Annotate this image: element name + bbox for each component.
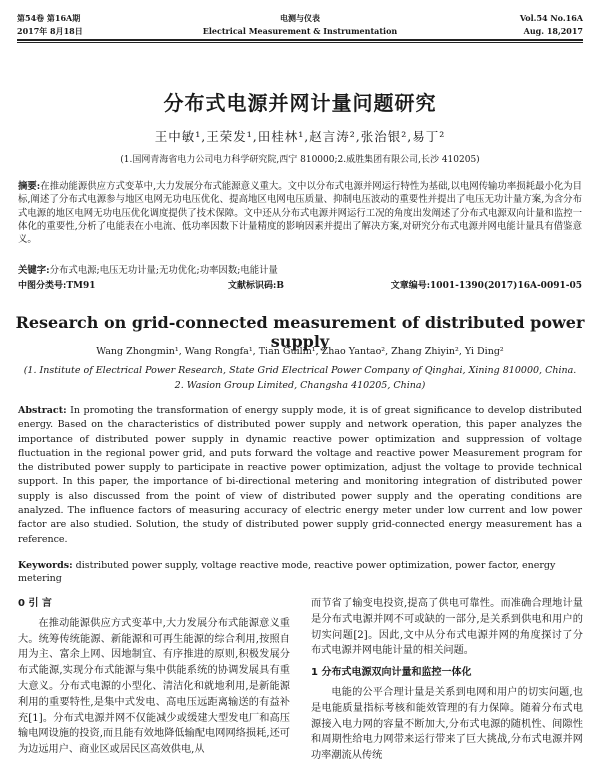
paper-title-en: Research on grid-connected measurement of distributed power supply [15, 313, 585, 351]
journal-date-en: Aug. 18,2017 [523, 26, 583, 36]
affiliation-en [0, 363, 600, 393]
section-0-paragraph-cont: 而节省了输变电投资,提高了供电可靠性。而准确合理地计量是分布式电源并网不可或缺的一部分,是关系到供电和用户的切实问题[2]。因此,文中从分布式电源并网的角度探讨了分布式电源并网电能计量的相关问题。 [311, 598, 583, 657]
header-rule [17, 39, 583, 41]
keywords-en [18, 559, 582, 585]
keywords-cn-label: 关键字: [18, 265, 50, 276]
keywords-en-text: distributed power supply, voltage reactive mode, reactive power optimization, power factor, energy metering [18, 560, 556, 584]
abstract-cn-label: 摘要: [18, 181, 41, 192]
authors-cn: 王中敏¹,王荣发¹,田桂林¹,赵言涛²,张治银²,易丁² [154, 129, 446, 144]
abstract-en-text: In promoting the transformation of energy supply mode, it is of great significance to develop distributed energy. Based on the characteristics of distributed power supply and network operation, this paper analyzes the importance of distributed power supply in dynamic reactive power optimization and suppression of voltage fluctuation in the regional power grid, and puts forward the voltage and reactive power Measurement program for the distributed power supply to participate in reactive power optimization, adjust the voltage to provide technical support. In this paper, the importance of bi-directional metering and monitoring integration of distributed power supply is also discussed from the point of view of distributed power supply and the operating conditions are analyzed. The influence factors of measuring accuracy of electric energy meter under low current and low power factor are also studied. Solution, the study of distributed power supply grid-connected energy measurement has a reference. [18, 405, 582, 545]
abstract-cn-text: 在推动能源供应方式变革中,大力发展分布式能源意义重大。文中以分布式电源并网运行特性为基础,以电网传输功率损耗最小化为目标,阐述了分布式电源参与地区电网无功电压优化、提高地区电网电压质量、抑制电压波动的重要性并提出了电压无功计量方案,为含分布式电源的地区电网无功电压优化调度提供了技术保障。文中还从分布式电源并网运行工况的角度出发阐述了分布式电源双向计量和监控一体化的重要性,分析了电能表在小电流、低功率因数下计量精度的影响因素并提出了解决方案,对研究分布式电源并网电能计量具有借鉴意义。 [18, 181, 582, 246]
affiliation-en-1: (1. Institute of Electrical Power Research, State Grid Electrical Power Company of Qinghai, Xining 810000, China. [23, 365, 577, 376]
journal-volume: 第54卷 第16A期 [17, 13, 81, 23]
keywords-cn [18, 264, 582, 277]
paper-title-cn: 分布式电源并网计量问题研究 [163, 91, 437, 115]
body-column-right [311, 596, 583, 764]
journal-volume-en: Vol.54 No.16A [519, 13, 583, 23]
body-column-left [18, 596, 290, 758]
section-0-paragraph: 在推动能源供应方式变革中,大力发展分布式能源意义重大。统筹传统能源、新能源和可再生能源的综合利用,按照自用为主、富余上网、因地制宜、有序推进的原则,积极发展分布式能源,实现分布式能源与集中供能系统的协调发展具有重大意义。分布式电源的小型化、清洁化和就地利用,是新能源利用的重要特性,是集中式发电、高电压远距离输送的有益补充[1]。分布式电源并网不仅能减少或缓建大型发电厂和高压输电网设施的投资,而且能有效地降低输配电网网络损耗,还可为边远用户、商业区或居民区高效供电,从 [18, 617, 290, 756]
document-code: 文献标识码:B [228, 281, 284, 291]
section-1-paragraph: 电能的公平合理计量是关系到电网和用户的切实问题,也是电能质量指标考核和能效管理的有力保障。随着分布式电源接入电力网的容量不断加大,分布式电源的随机性、间隙性和周期性给电力网带来运行带来了巨大挑战,分布式电源并网功率潮流从传统 [311, 686, 583, 762]
keywords-cn-text: 分布式电源;电压无功计量;无功优化;功率因数;电能计量 [49, 265, 278, 276]
abstract-cn [18, 180, 582, 246]
section-0-heading: 0 引 言 [18, 598, 52, 609]
header-rule-thin [17, 42, 583, 43]
section-1-heading: 1 分布式电源双向计量和监控一体化 [311, 667, 472, 679]
journal-date: 2017年 8月18日 [17, 26, 83, 36]
clc-number: 中图分类号:TM91 [18, 281, 96, 291]
article-number: 文章编号:1001-1390(2017)16A-0091-05 [390, 281, 582, 291]
abstract-en-label: Abstract: [18, 405, 67, 416]
keywords-en-label: Keywords: [18, 560, 73, 571]
classification-row [18, 278, 582, 290]
affiliation-cn: (1.国网青海省电力公司电力科学研究院,西宁 810000;2.威胜集团有限公司,长沙 410205) [120, 155, 480, 165]
journal-name-cn: 电测与仪表 [280, 13, 320, 23]
authors-en: Wang Zhongmin¹, Wang Rongfa¹, Tian Guilin¹, Zhao Yantao², Zhang Zhiyin², Yi Ding² [96, 346, 504, 357]
abstract-en [18, 404, 582, 547]
journal-name-en: Electrical Measurement & Instrumentation [202, 26, 398, 36]
affiliation-en-2: 2. Wasion Group Limited, Changsha 410205, China) [174, 380, 426, 391]
